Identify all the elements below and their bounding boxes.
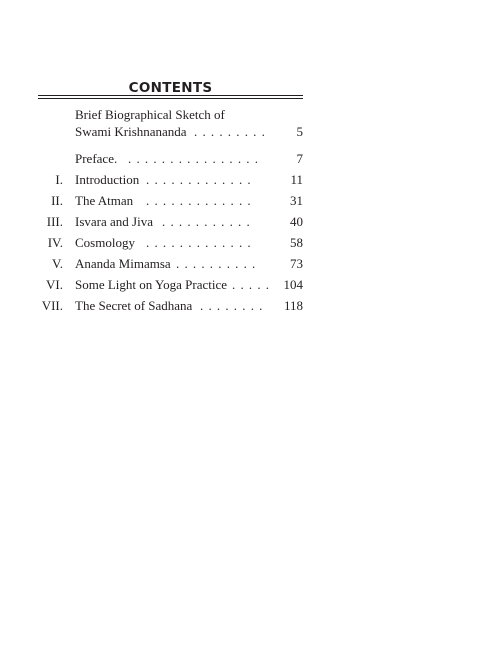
toc-dot-leader: ........: [200, 298, 268, 313]
toc-dot-leader: .............: [146, 193, 256, 208]
toc-entry-title: Preface.: [75, 151, 118, 166]
toc-entry-cosmology[interactable]: [38, 232, 303, 253]
toc-dot-leader: ................: [128, 151, 264, 166]
toc-entry-number: V.: [52, 256, 63, 271]
toc-entry-title: Some Light on Yoga Practice: [75, 277, 228, 292]
toc-page-number: 7: [296, 151, 303, 166]
toc-page-number: 104: [283, 277, 303, 292]
toc-page-number: 5: [296, 124, 303, 139]
toc-page-number: 118: [283, 298, 303, 313]
toc-dot-leader: .....: [232, 277, 275, 292]
toc-page-number: 58: [290, 235, 303, 250]
toc-entry-number: IV.: [47, 235, 63, 250]
toc-page-number: 11: [290, 172, 303, 187]
toc-entry-title: Brief Biographical Sketch of: [75, 107, 225, 122]
toc-entry-title: Isvara and Jiva: [75, 214, 153, 229]
table-of-contents: [38, 104, 303, 316]
toc-page-number: 73: [290, 256, 303, 271]
toc-entry-secret-of-sadhana[interactable]: [38, 295, 303, 316]
toc-entry-biographical-sketch[interactable]: [38, 104, 303, 148]
toc-entry-title: The Atman: [75, 193, 134, 208]
toc-page-number: 31: [290, 193, 303, 208]
toc-entry-title: Cosmology: [75, 235, 135, 250]
toc-entry-title: Introduction: [75, 172, 140, 187]
toc-entry-title-continued: Swami Krishnananda: [75, 124, 187, 139]
toc-entry-title: The Secret of Sadhana: [75, 298, 193, 313]
toc-entry-number: III.: [46, 214, 63, 229]
toc-entry-preface[interactable]: [38, 148, 303, 169]
toc-dot-leader: ...........: [162, 214, 255, 229]
toc-entry-number: I.: [55, 172, 63, 187]
toc-entry-number: II.: [51, 193, 63, 208]
toc-entry-number: VII.: [41, 298, 63, 313]
toc-entry-isvara-and-jiva[interactable]: [38, 211, 303, 232]
toc-entry-yoga-practice[interactable]: [38, 274, 303, 295]
toc-entry-number: VI.: [46, 277, 63, 292]
toc-entry-introduction[interactable]: [38, 169, 303, 190]
toc-dot-leader: .........: [194, 124, 271, 139]
toc-dot-leader: .............: [146, 172, 256, 187]
toc-dot-leader: ..........: [176, 256, 261, 271]
toc-entry-the-atman[interactable]: [38, 190, 303, 211]
toc-entry-ananda-mimamsa[interactable]: [38, 253, 303, 274]
contents-heading: CONTENTS: [128, 80, 213, 96]
toc-dot-leader: .............: [146, 235, 256, 250]
heading-rule-bottom: [38, 98, 303, 99]
toc-page-number: 40: [290, 214, 303, 229]
heading-rule-top: [38, 95, 303, 96]
toc-entry-title: Ananda Mimamsa: [75, 256, 171, 271]
